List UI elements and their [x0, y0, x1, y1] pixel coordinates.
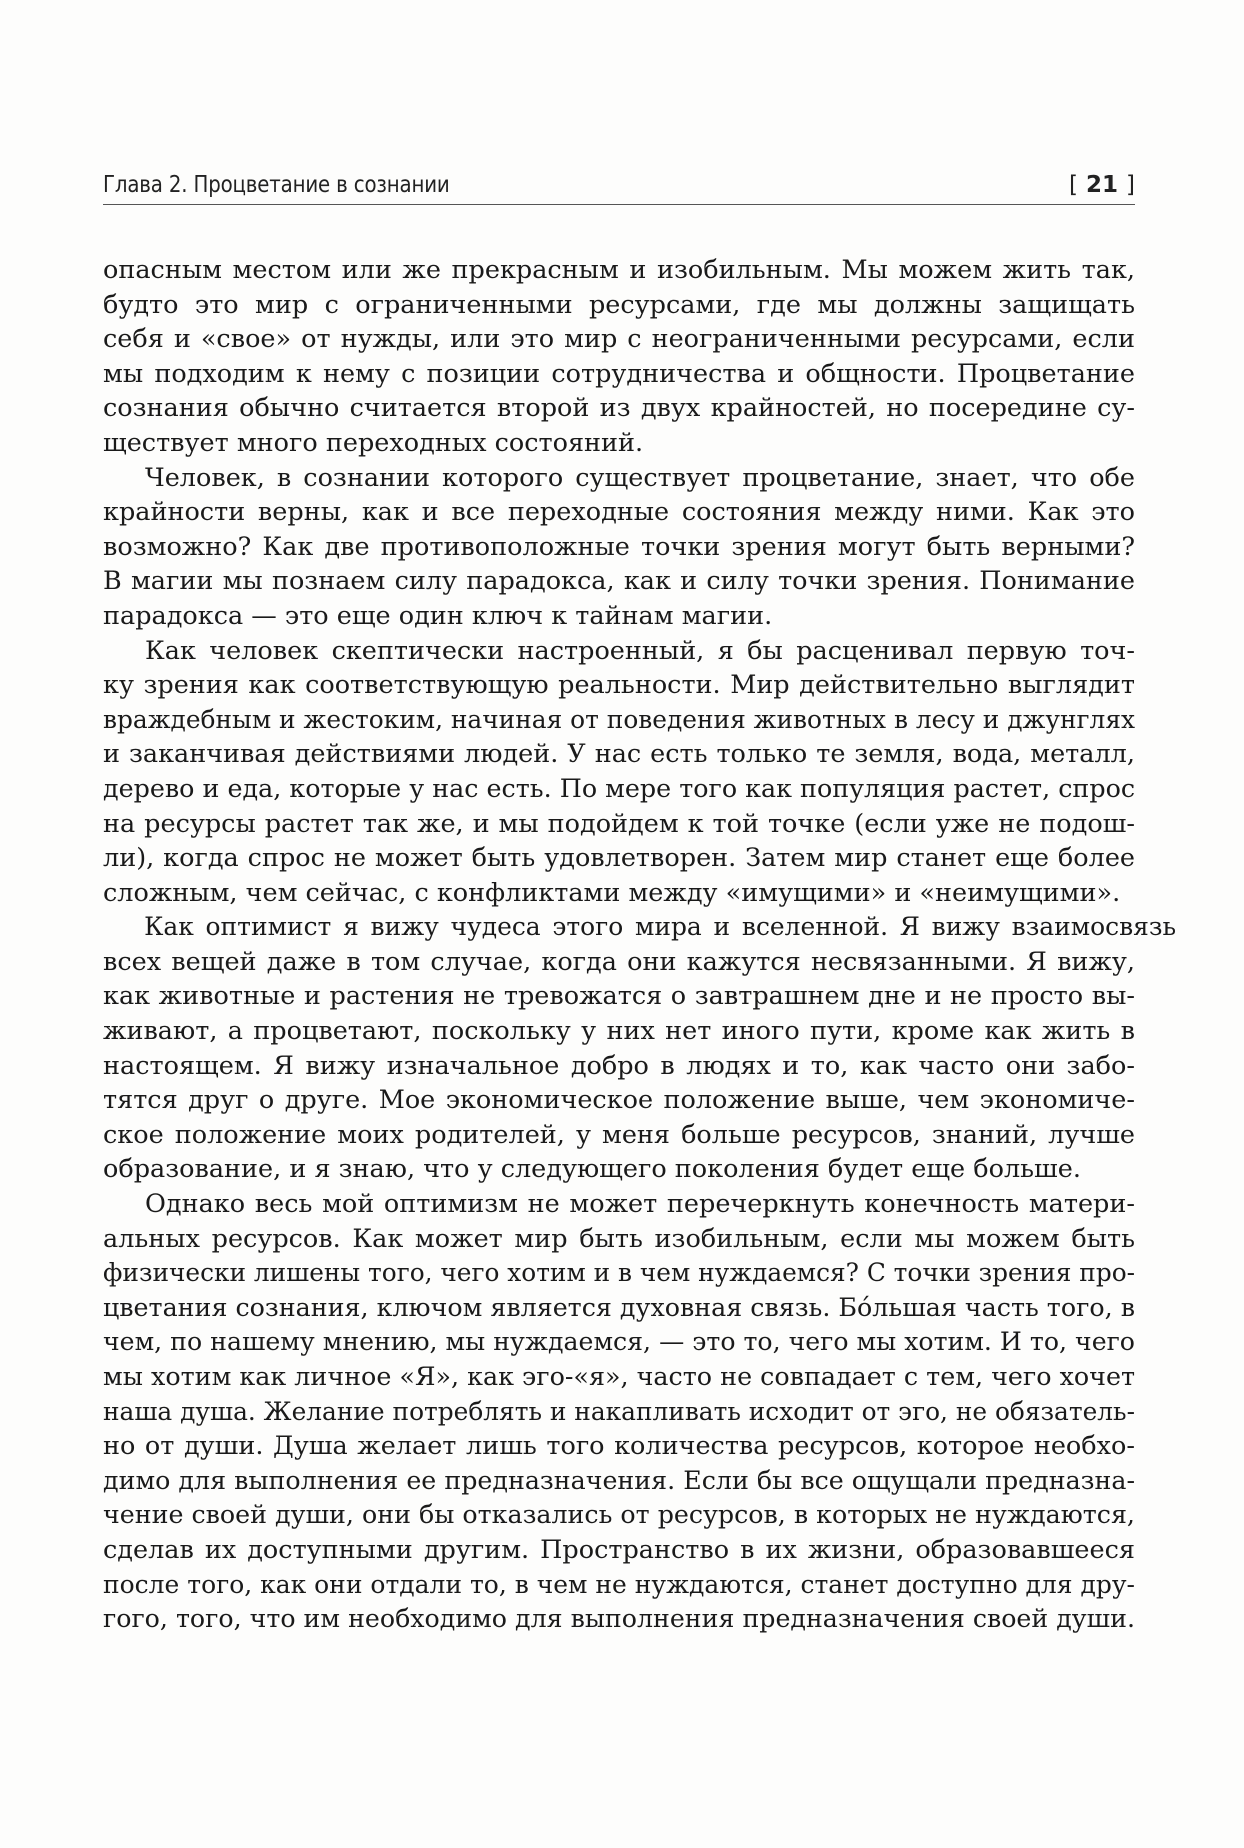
paragraph: [103, 634, 1135, 911]
text-line: но от души. Душа желает лишь того количества ресурсов, которое необхо-: [103, 1431, 1135, 1462]
chapter-title: Глава 2. Процветание в сознании: [103, 172, 450, 198]
running-header: [103, 168, 1135, 205]
page-number: [1069, 172, 1135, 198]
text-line: Однако весь мой оптимизм не может перечеркнуть конечность матери-: [145, 1189, 1135, 1220]
paragraph: [103, 253, 1135, 461]
text-line: ществует много переходных состояний.: [103, 427, 644, 458]
text-line: возможно? Как две противоположные точки зрения могут быть верными?: [103, 531, 1135, 562]
text-line: цветания сознания, ключом является духовная связь. Бо́льшая часть того, в: [103, 1292, 1135, 1323]
paragraph: [103, 1187, 1135, 1637]
text-line: всех вещей даже в том случае, когда они кажутся несвязанными. Я вижу,: [103, 946, 1135, 977]
text-line: себя и «свое» от нужды, или это мир с неограниченными ресурсами, если: [103, 324, 1135, 355]
text-line: сложным, чем сейчас, с конфликтами между «имущими» и «неимущими».: [103, 877, 1121, 908]
text-line: парадокса — это еще один ключ к тайнам магии.: [103, 600, 773, 631]
paragraph: [103, 910, 1177, 1187]
text-line: гого, того, что им необходимо для выполнения предназначения своей души.: [103, 1604, 1136, 1635]
text-line: ское положение моих родителей, у меня больше ресурсов, знаний, лучше: [103, 1119, 1135, 1150]
text-line: ли), когда спрос не может быть удовлетворен. Затем мир станет еще более: [103, 843, 1135, 874]
page-number-bracket-right: ]: [1126, 172, 1135, 198]
text-line: дерево и еда, которые у нас есть. По мере того как популяция растет, спрос: [103, 773, 1136, 804]
page-number-value: 21: [1086, 172, 1119, 198]
text-line: сознания обычно считается второй из двух крайностей, но посередине су-: [103, 393, 1135, 424]
body-text: [103, 253, 1177, 1637]
text-line: чем, по нашему мнению, мы нуждаемся, — это то, чего мы хотим. И то, чего: [103, 1327, 1135, 1358]
text-line: как животные и растения не тревожатся о завтрашнем дне и не просто вы-: [103, 981, 1135, 1012]
text-line: альных ресурсов. Как может мир быть изобильным, если мы можем быть: [103, 1223, 1135, 1254]
text-line: Человек, в сознании которого существует процветание, знает, что обе: [145, 462, 1135, 493]
text-line: настоящем. Я вижу изначальное добро в людях и то, как часто они забо-: [103, 1050, 1135, 1081]
text-line: чение своей души, они бы отказались от ресурсов, в которых не нуждаются,: [103, 1500, 1135, 1531]
text-line: димо для выполнения ее предназначения. Если бы все ощущали предназна-: [103, 1465, 1136, 1496]
text-line: мы подходим к нему с позиции сотрудничества и общности. Процветание: [103, 358, 1135, 389]
text-line: физически лишены того, чего хотим и в чем нуждаемся? С точки зрения про-: [103, 1258, 1136, 1289]
text-line: Как оптимист я вижу чудеса этого мира и вселенной. Я вижу взаимосвязь: [144, 912, 1177, 943]
text-line: будто это мир с ограниченными ресурсами, где мы должны защищать: [103, 289, 1135, 320]
text-line: ку зрения как соответствующую реальности. Мир действительно выглядит: [103, 670, 1135, 701]
page-number-bracket-left: [: [1069, 172, 1078, 198]
text-line: на ресурсы растет так же, и мы подойдем к той точке (если уже не подош-: [103, 808, 1135, 839]
text-line: тятся друг о друге. Мое экономическое положение выше, чем экономиче-: [103, 1085, 1135, 1116]
text-line: образование, и я знаю, что у следующего поколения будет еще больше.: [103, 1154, 1081, 1185]
paragraph: [103, 461, 1135, 634]
text-line: живают, а процветают, поскольку у них нет иного пути, кроме как жить в: [103, 1016, 1135, 1047]
text-line: сделав их доступными другим. Пространство в их жизни, образовавшееся: [103, 1534, 1135, 1565]
text-line: враждебным и жестоким, начиная от поведения животных в лесу и джунглях: [103, 704, 1136, 735]
text-line: В магии мы познаем силу парадокса, как и силу точки зрения. Понимание: [103, 566, 1135, 597]
text-line: наша душа. Желание потреблять и накапливать исходит от эго, не обязатель-: [103, 1396, 1135, 1427]
text-line: крайности верны, как и все переходные состояния между ними. Как это: [103, 497, 1135, 528]
text-line: Как человек скептически настроенный, я бы расценивал первую точ-: [145, 635, 1135, 666]
text-line: и заканчивая действиями людей. У нас есть только те земля, вода, металл,: [103, 739, 1135, 770]
text-line: опасным местом или же прекрасным и изобильным. Мы можем жить так,: [103, 255, 1135, 285]
text-line: после того, как они отдали то, в чем не нуждаются, станет доступно для дру-: [103, 1569, 1135, 1600]
text-line: мы хотим как личное «Я», как эго-«я», часто не совпадает с тем, чего хочет: [103, 1362, 1136, 1392]
